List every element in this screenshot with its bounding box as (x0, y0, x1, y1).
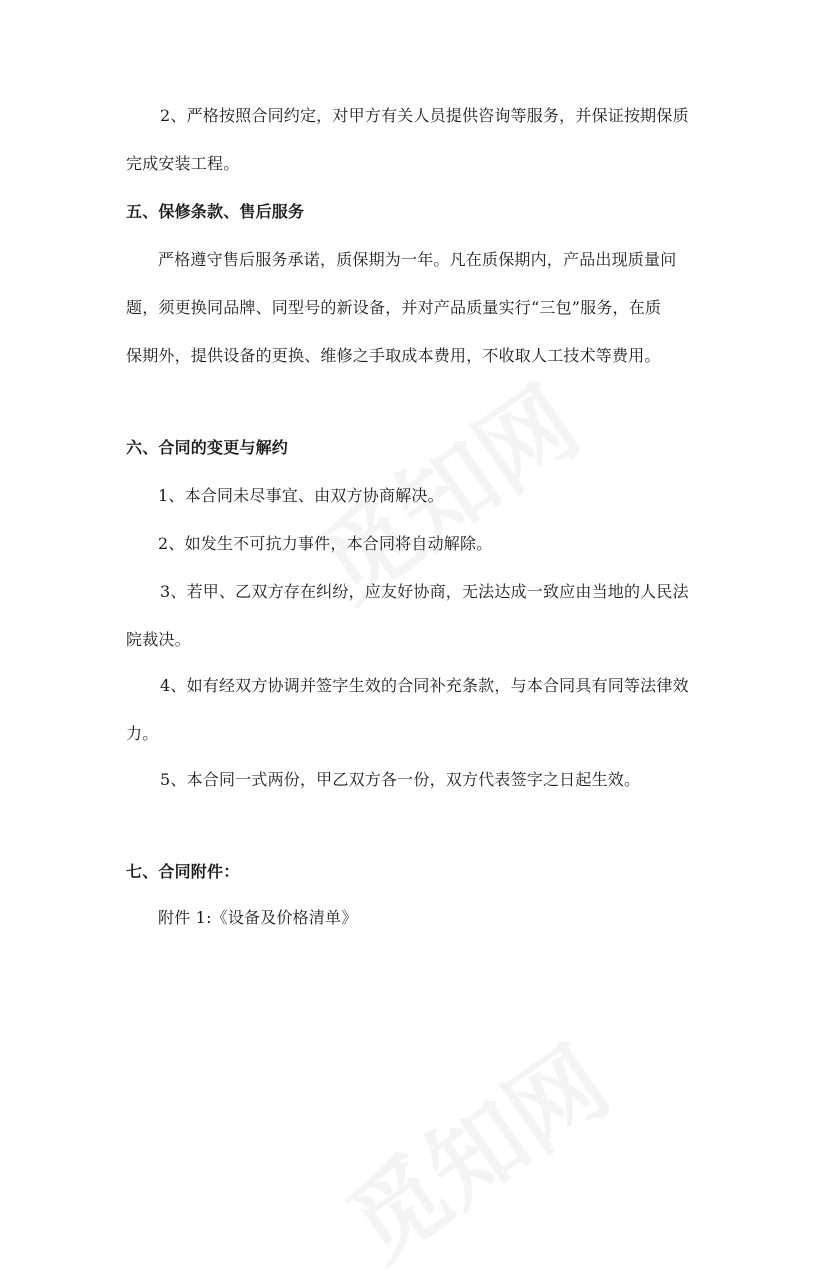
section6-item4-line2: 力。 (126, 724, 159, 743)
section6-heading: 六、合同的变更与解约 (126, 438, 289, 457)
section7-heading: 七、合同附件： (126, 862, 240, 881)
section5-heading: 五、保修条款、售后服务 (126, 202, 305, 221)
section4-item2-line2: 完成安装工程。 (126, 154, 240, 173)
watermark-bottom (317, 1010, 631, 1287)
section5-para-line2: 题，须更换同品牌、同型号的新设备，并对产品质量实行“三包”服务，在质 (126, 298, 662, 317)
section4-item2-line1: 2、严格按照合同约定，对甲方有关人员提供咨询等服务，并保证按期保质 (160, 106, 689, 125)
section6-item3-line1: 3、若甲、乙双方存在纠纷，应友好协商，无法达成一致应由当地的人民法 (160, 582, 689, 601)
section5-para-line3: 保期外，提供设备的更换、维修之手取成本费用，不收取人工技术等费用。 (126, 346, 661, 365)
section6-item5: 5、本合同一式两份，甲乙双方各一份，双方代表签字之日起生效。 (160, 770, 641, 789)
section6-item2: 2、如发生不可抗力事件，本合同将自动解除。 (158, 534, 493, 553)
section7-attachment1: 附件 1:《设备及价格清单》 (158, 908, 358, 927)
section6-item3-line2: 院裁决。 (126, 630, 191, 649)
section6-item1: 1、本合同未尽事宜、由双方协商解决。 (158, 486, 444, 505)
section5-para-line1: 严格遵守售后服务承诺，质保期为一年。凡在质保期内，产品出现质量问 (158, 250, 677, 269)
section6-item4-line1: 4、如有经双方协调并签字生效的合同补充条款，与本合同具有同等法律效 (160, 676, 689, 695)
